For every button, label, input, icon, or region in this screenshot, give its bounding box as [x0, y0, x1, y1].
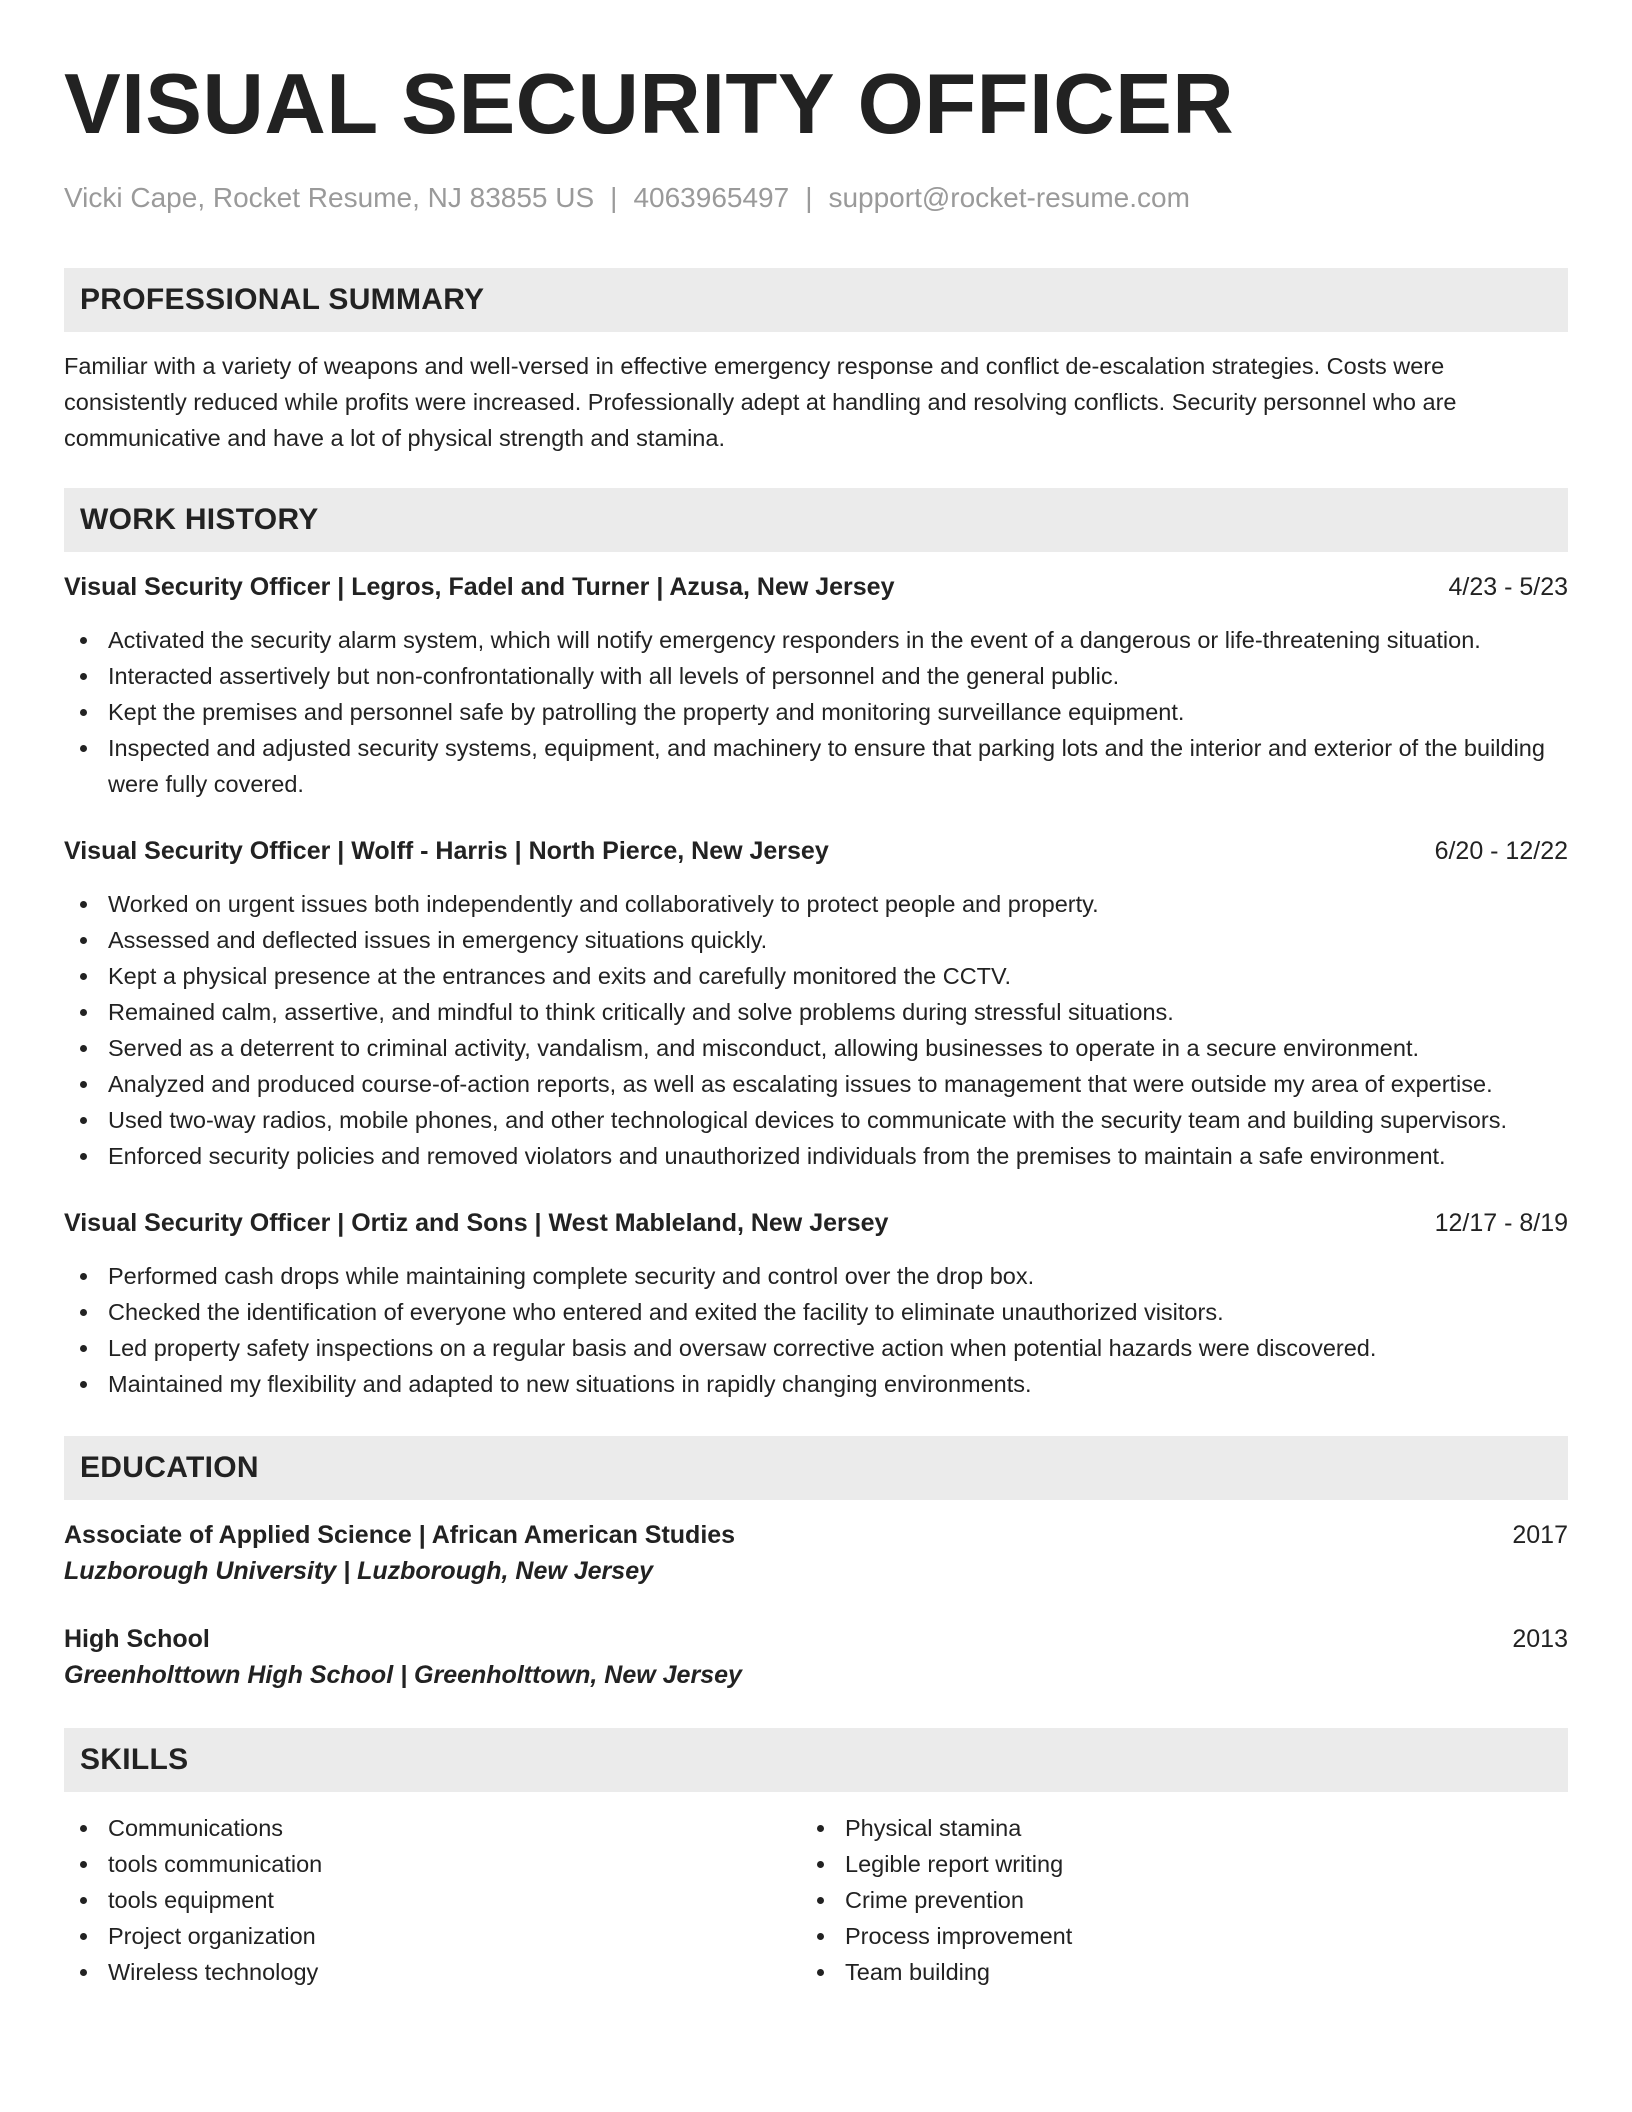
list-item: Served as a deterrent to criminal activity, vandalism, and misconduct, allowing businesses to operate in a secure environment.	[64, 1030, 1568, 1066]
list-item: tools communication	[64, 1846, 801, 1882]
job-title: Visual Security Officer | Wolff - Harris | North Pierce, New Jersey	[64, 837, 829, 865]
job-title: Visual Security Officer | Ortiz and Sons | West Mableland, New Jersey	[64, 1209, 889, 1237]
summary-text: Familiar with a variety of weapons and well-versed in effective emergency response and conflict de-escalation strategies. Costs were consistently reduced while profits were increased. Professionally adept at handling and resolving conflicts. Security personnel who are communicative and have a lot of physical strength and stamina.	[64, 353, 1457, 451]
job-dates: 12/17 - 8/19	[1434, 1209, 1568, 1237]
education-degree: High School	[64, 1625, 210, 1653]
education-year: 2017	[1512, 1521, 1568, 1549]
job-dates: 4/23 - 5/23	[1448, 573, 1568, 601]
list-item: Analyzed and produced course-of-action reports, as well as escalating issues to management that were outside my area of expertise.	[64, 1066, 1568, 1102]
education-school: Greenholttown High School | Greenholttown, New Jersey	[64, 1661, 742, 1689]
skills-list	[64, 1810, 1568, 1990]
list-item: Performed cash drops while maintaining complete security and control over the drop box.	[64, 1258, 1568, 1294]
section-heading-education: EDUCATION	[64, 1436, 1568, 1500]
list-item: Remained calm, assertive, and mindful to think critically and solve problems during stressful situations.	[64, 994, 1568, 1030]
contact-separator: |	[610, 182, 618, 213]
job-dates: 6/20 - 12/22	[1434, 837, 1568, 865]
list-item: Used two-way radios, mobile phones, and other technological devices to communicate with the security team and building supervisors.	[64, 1102, 1568, 1138]
education-year: 2013	[1512, 1625, 1568, 1653]
education-entry	[64, 1622, 1568, 1694]
contact-line	[64, 182, 1568, 214]
list-item: Communications	[64, 1810, 801, 1846]
list-item: Process improvement	[801, 1918, 1538, 1954]
contact-phone: 4063965497	[633, 182, 790, 213]
list-item: Interacted assertively but non-confrontationally with all levels of personnel and the general public.	[64, 658, 1568, 694]
education-degree: Associate of Applied Science | African American Studies	[64, 1521, 736, 1549]
list-item: Kept a physical presence at the entrances and exits and carefully monitored the CCTV.	[64, 958, 1568, 994]
list-item: Legible report writing	[801, 1846, 1538, 1882]
job-bullets	[64, 1258, 1568, 1402]
skills-column-left	[64, 1810, 801, 1990]
list-item: tools equipment	[64, 1882, 801, 1918]
list-item: Team building	[801, 1954, 1538, 1990]
list-item: Checked the identification of everyone who entered and exited the facility to eliminate unauthorized visitors.	[64, 1294, 1568, 1330]
list-item: Maintained my flexibility and adapted to new situations in rapidly changing environments.	[64, 1366, 1568, 1402]
education-entry	[64, 1518, 1568, 1590]
list-item: Enforced security policies and removed violators and unauthorized individuals from the premises to maintain a safe environment.	[64, 1138, 1568, 1174]
job-bullets	[64, 622, 1568, 802]
section-heading-summary: PROFESSIONAL SUMMARY	[64, 268, 1568, 332]
job-bullets	[64, 886, 1568, 1174]
list-item: Project organization	[64, 1918, 801, 1954]
section-heading-skills: SKILLS	[64, 1728, 1568, 1792]
job-title: Visual Security Officer | Legros, Fadel and Turner | Azusa, New Jersey	[64, 573, 895, 601]
contact-email[interactable]: support@rocket-resume.com	[828, 182, 1190, 213]
list-item: Crime prevention	[801, 1882, 1538, 1918]
job-entry	[64, 570, 1568, 802]
candidate-title: VISUAL SECURITY OFFICER	[64, 57, 1235, 152]
skills-column-right	[801, 1810, 1538, 1990]
section-heading-work-history: WORK HISTORY	[64, 488, 1568, 552]
list-item: Activated the security alarm system, which will notify emergency responders in the event of a dangerous or life-threatening situation.	[64, 622, 1568, 658]
education-school: Luzborough University | Luzborough, New Jersey	[64, 1557, 654, 1585]
job-entry	[64, 1206, 1568, 1402]
list-item: Physical stamina	[801, 1810, 1538, 1846]
list-item: Kept the premises and personnel safe by patrolling the property and monitoring surveillance equipment.	[64, 694, 1568, 730]
list-item: Inspected and adjusted security systems, equipment, and machinery to ensure that parking lots and the interior and exterior of the building were fully covered.	[64, 730, 1568, 802]
job-entry	[64, 834, 1568, 1174]
list-item: Wireless technology	[64, 1954, 801, 1990]
contact-separator: |	[805, 182, 813, 213]
list-item: Worked on urgent issues both independently and collaboratively to protect people and property.	[64, 886, 1568, 922]
list-item: Assessed and deflected issues in emergency situations quickly.	[64, 922, 1568, 958]
contact-address: Vicki Cape, Rocket Resume, NJ 83855 US	[64, 182, 595, 213]
list-item: Led property safety inspections on a regular basis and oversaw corrective action when potential hazards were discovered.	[64, 1330, 1568, 1366]
